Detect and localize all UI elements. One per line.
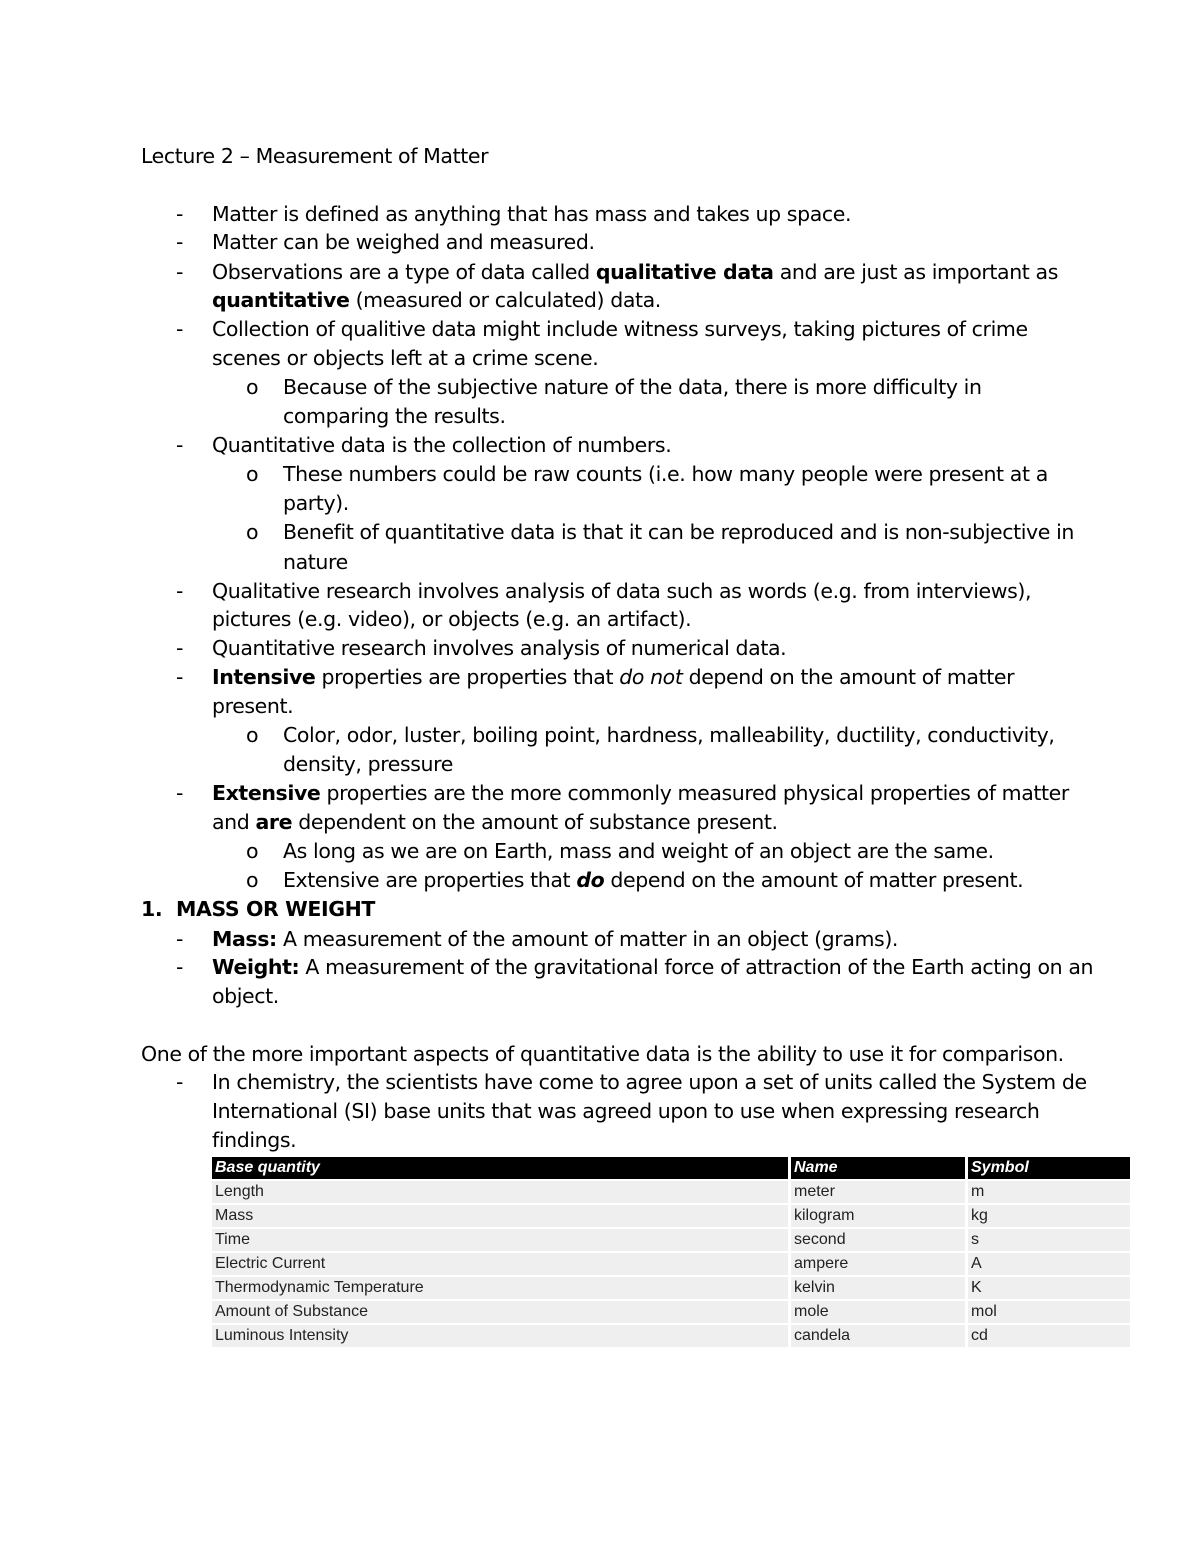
- subbullet-intensive-examples-cont: density, pressure: [283, 752, 453, 776]
- header-name: Name: [791, 1157, 968, 1179]
- cell-unit-name: candela: [791, 1325, 968, 1347]
- cell-quantity: Thermodynamic Temperature: [212, 1277, 791, 1299]
- subbullet-benefit-cont: nature: [283, 550, 348, 574]
- bullet-extensive: Extensive properties are the more commonly measured physical properties of matter: [212, 781, 1069, 805]
- subbullet-raw-counts-cont: party).: [283, 491, 349, 515]
- table-row: [212, 1181, 1130, 1203]
- table-row: [212, 1277, 1130, 1299]
- table-row: [212, 1301, 1130, 1323]
- subbullet-subjective: Because of the subjective nature of the data, there is more difficulty in: [283, 375, 982, 399]
- lecture-title: Lecture 2 – Measurement of Matter: [141, 144, 489, 168]
- bullet-si-units-cont2: findings.: [212, 1128, 297, 1152]
- dash-marker: -: [176, 927, 183, 951]
- cell-symbol: K: [968, 1277, 1130, 1299]
- bullet-weighed-measured: Matter can be weighed and measured.: [212, 230, 595, 254]
- cell-unit-name: kilogram: [791, 1205, 968, 1227]
- bullet-collection: Collection of qualitive data might include witness surveys, taking pictures of crime: [212, 317, 1028, 341]
- dash-marker: -: [176, 636, 183, 660]
- dash-marker: -: [176, 202, 183, 226]
- bullet-si-units: In chemistry, the scientists have come to agree upon a set of units called the System de: [212, 1070, 1087, 1094]
- cell-unit-name: second: [791, 1229, 968, 1251]
- dash-marker: -: [176, 781, 183, 805]
- bullet-qualitative-research-cont: pictures (e.g. video), or objects (e.g. an artifact).: [212, 607, 692, 631]
- cell-symbol: kg: [968, 1205, 1130, 1227]
- bullet-observations: Observations are a type of data called qualitative data and are just as important as: [212, 260, 1058, 284]
- subbullet-earth: As long as we are on Earth, mass and weight of an object are the same.: [283, 839, 994, 863]
- dash-marker: -: [176, 260, 183, 284]
- bullet-observations-cont: quantitative (measured or calculated) data.: [212, 288, 661, 312]
- cell-symbol: m: [968, 1181, 1130, 1203]
- subbullet-subjective-cont: comparing the results.: [283, 404, 506, 428]
- table-row: [212, 1325, 1130, 1347]
- circle-marker: o: [246, 868, 259, 892]
- cell-symbol: mol: [968, 1301, 1130, 1323]
- table-row: [212, 1229, 1130, 1251]
- cell-quantity: Electric Current: [212, 1253, 791, 1275]
- bullet-matter-definition: Matter is defined as anything that has mass and takes up space.: [212, 202, 852, 226]
- bullet-weight: Weight: A measurement of the gravitational force of attraction of the Earth acting on an: [212, 955, 1094, 979]
- bullet-extensive-cont: and are dependent on the amount of substance present.: [212, 810, 778, 834]
- bullet-qualitative-research: Qualitative research involves analysis of data such as words (e.g. from interviews),: [212, 579, 1032, 603]
- dash-marker: -: [176, 955, 183, 979]
- cell-symbol: s: [968, 1229, 1130, 1251]
- section-heading: MASS OR WEIGHT: [176, 897, 375, 921]
- section-number: 1.: [141, 897, 163, 921]
- circle-marker: o: [246, 520, 259, 544]
- circle-marker: o: [246, 723, 259, 747]
- cell-quantity: Length: [212, 1181, 791, 1203]
- circle-marker: o: [246, 462, 259, 486]
- subbullet-raw-counts: These numbers could be raw counts (i.e. how many people were present at a: [283, 462, 1048, 486]
- cell-quantity: Mass: [212, 1205, 791, 1227]
- table-row: [212, 1205, 1130, 1227]
- cell-quantity: Time: [212, 1229, 791, 1251]
- comparison-paragraph: One of the more important aspects of quantitative data is the ability to use it for comparison.: [141, 1042, 1064, 1066]
- si-units-table: [212, 1155, 1130, 1349]
- bullet-weight-cont: object.: [212, 984, 279, 1008]
- bullet-intensive-cont: present.: [212, 694, 294, 718]
- bullet-quantitative-research: Quantitative research involves analysis of numerical data.: [212, 636, 787, 660]
- circle-marker: o: [246, 839, 259, 863]
- cell-unit-name: kelvin: [791, 1277, 968, 1299]
- dash-marker: -: [176, 433, 183, 457]
- cell-quantity: Amount of Substance: [212, 1301, 791, 1323]
- circle-marker: o: [246, 375, 259, 399]
- cell-symbol: A: [968, 1253, 1130, 1275]
- dash-marker: -: [176, 1070, 183, 1094]
- cell-unit-name: mole: [791, 1301, 968, 1323]
- cell-symbol: cd: [968, 1325, 1130, 1347]
- dash-marker: -: [176, 317, 183, 341]
- dash-marker: -: [176, 230, 183, 254]
- table-header-row: [212, 1157, 1130, 1179]
- cell-quantity: Luminous Intensity: [212, 1325, 791, 1347]
- cell-unit-name: meter: [791, 1181, 968, 1203]
- bullet-quantitative: Quantitative data is the collection of numbers.: [212, 433, 672, 457]
- header-symbol: Symbol: [968, 1157, 1130, 1179]
- bullet-collection-cont: scenes or objects left at a crime scene.: [212, 346, 599, 370]
- bullet-si-units-cont: International (SI) base units that was agreed upon to use when expressing research: [212, 1099, 1040, 1123]
- bullet-mass: Mass: A measurement of the amount of matter in an object (grams).: [212, 927, 899, 951]
- cell-unit-name: ampere: [791, 1253, 968, 1275]
- table-row: [212, 1253, 1130, 1275]
- header-base-quantity: Base quantity: [212, 1157, 791, 1179]
- subbullet-intensive-examples: Color, odor, luster, boiling point, hardness, malleability, ductility, conductivity,: [283, 723, 1055, 747]
- subbullet-extensive-do: Extensive are properties that do depend on the amount of matter present.: [283, 868, 1024, 892]
- bullet-intensive: Intensive properties are properties that do not depend on the amount of matter: [212, 665, 1015, 689]
- dash-marker: -: [176, 665, 183, 689]
- subbullet-benefit: Benefit of quantitative data is that it can be reproduced and is non-subjective in: [283, 520, 1074, 544]
- dash-marker: -: [176, 579, 183, 603]
